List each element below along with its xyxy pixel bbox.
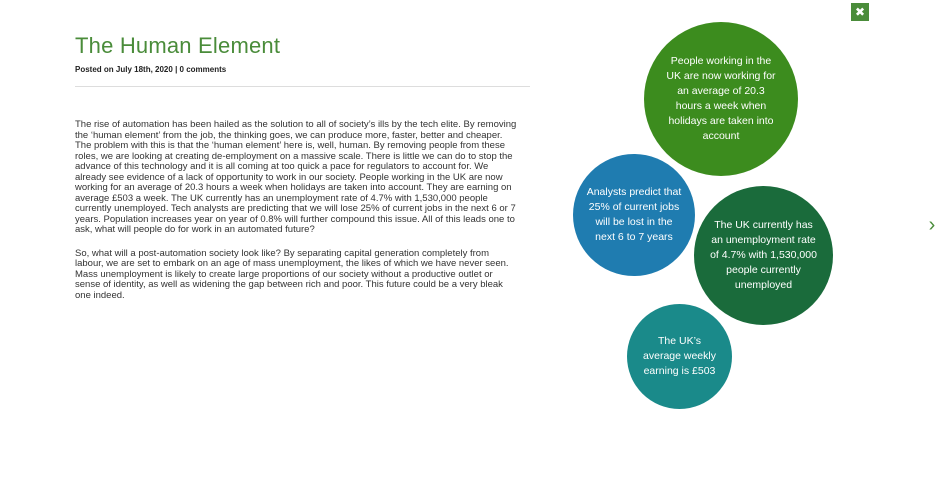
paragraph-1: The rise of automation has been hailed as the solution to all of society’s ills by the tech elite. By removing the ‘human element’ from the job, the thinking goes, we can produce more, faster, better and cheaper. The problem with this is that the ‘human element’ here is, well, human. By removing people from these roles, we are looking at creating de-employment on a massive scale. There is little we can do to stop the advance of this technology and it is all coming at too quick a pace for regulators to account for. We already see evidence of a lack of opportunity to work in our society. People working in the UK are now working for an average of 20.3 hours a week when holidays are taken into account. They are earning on average £503 a week. The UK currently has an unemployment rate of 4.7% with 1,530,000 people currently unemployed. Tech analysts are predicting that we will lose 25% of current jobs in the next 6 or 7 years. Population increases year on year of 0.8% will further compound this issue. All of this leads one to ask, what will people do for work in an automated future? [75, 119, 517, 235]
stat-bubble-hours [644, 22, 798, 176]
stat-bubble-unemployment [694, 186, 833, 325]
stat-bubble-hours-text: People working in the UK are now working for an average of 20.3 hours a week when holidays are taken into account [666, 55, 776, 142]
post-date: July 18th, 2020 [115, 65, 173, 74]
page-title: The Human Element [75, 33, 281, 58]
close-icon: ✖ [854, 5, 866, 19]
paragraph-2: So, what will a post-automation society look like? By separating capital generation completely from labour, we are set to embark on an age of mass unemployment, the likes of which we have never seen. Mass unemployment is likely to create large proportions of our society without a productive outlet or sense of identity, as well as widening the gap between rich and poor. This future could be a very bleak one indeed. [75, 247, 509, 301]
comments-link[interactable]: 0 comments [179, 65, 227, 74]
chevron-right-icon: › [928, 214, 936, 236]
stat-bubble-jobs-lost [573, 154, 695, 276]
meta-separator: | [175, 65, 178, 74]
stat-bubble-earnings [627, 304, 732, 409]
stat-bubble-earnings-text: The UK’s average weekly earning is £503 [643, 335, 716, 377]
divider [75, 86, 530, 87]
close-button[interactable] [851, 3, 869, 21]
stat-bubble-unemployment-text: The UK currently has an unemployment rate of 4.7% with 1,530,000 people currently unemployed [710, 219, 817, 291]
meta-prefix: Posted on [75, 65, 114, 74]
article-body [75, 120, 520, 314]
next-arrow-button[interactable] [924, 214, 940, 236]
post-meta [75, 65, 226, 74]
stat-bubble-jobs-lost-text: Analysts predict that 25% of current jobs will be lost in the next 6 to 7 years [586, 186, 682, 243]
